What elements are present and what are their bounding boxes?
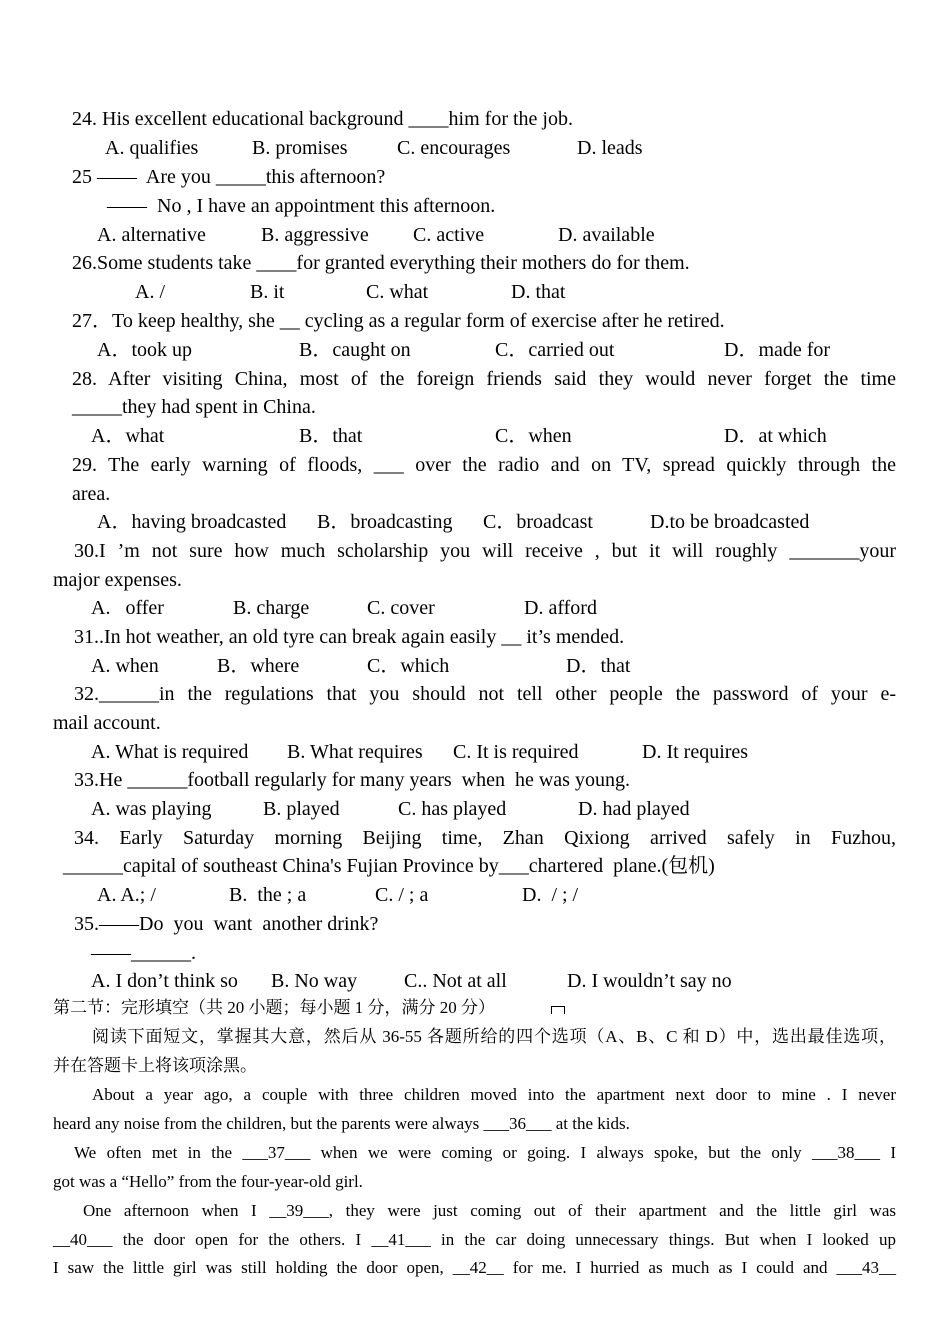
q34-stem-line2: ______capital of southeast China's Fujian Province by___chartered plane.(包机) [63, 855, 715, 877]
q26-stem: 26.Some students take ____for granted everything their mothers do for them. [72, 252, 690, 274]
q31-stem: 31..In hot weather, an old tyre can break again easily __ it’s mended. [74, 626, 625, 648]
q24-option-a: A. qualifies [105, 137, 199, 159]
q30-option-d: D. afford [524, 597, 597, 619]
q33-option-a: A. was playing [91, 798, 212, 820]
q26-option-d: D. that [511, 281, 566, 303]
q28-option-d: D．at which [724, 425, 827, 447]
q34-option-a: A. A.; / [97, 884, 156, 906]
q29-stem-line2: area. [72, 483, 111, 505]
q28-option-a: A．what [91, 425, 165, 447]
q26-option-a: A. / [135, 281, 165, 303]
q29-option-d: D.to be broadcasted [650, 511, 810, 533]
q35-stem: 35.——Do you want another drink? [74, 913, 379, 935]
q34-option-b: B. the ; a [229, 884, 307, 906]
q31-option-d: D．that [566, 655, 631, 677]
q25-option-a: A. alternative [97, 224, 206, 246]
q29-option-a: A．having broadcasted [97, 511, 287, 533]
passage-p3-line1: One afternoon when I __39___, they were just coming out of their apartment and the little girl was [83, 1201, 896, 1220]
q31-option-b: B．where [217, 655, 300, 677]
q27-option-a: A．took up [97, 339, 192, 361]
q32-option-d: D. It requires [642, 741, 749, 763]
q33-option-b: B. played [263, 798, 340, 820]
q33-option-c: C. has played [398, 798, 507, 820]
q32-stem-line1: 32.______in the regulations that you should not tell other people the password of your e- [74, 683, 896, 705]
q34-option-c: C. / ; a [375, 884, 429, 906]
q24-option-b: B. promises [252, 137, 348, 159]
q30-option-b: B. charge [233, 597, 310, 619]
q29-option-b: B．broadcasting [317, 511, 453, 533]
q27-stem: 27．To keep healthy, she __ cycling as a regular form of exercise after he retired. [72, 310, 725, 332]
q35-reply: ——______. [91, 942, 196, 964]
q24-option-c: C. encourages [397, 137, 511, 159]
section2-instruction-line2: 并在答题卡上将该项涂黑。 [53, 1056, 257, 1075]
q27-option-c: C．carried out [495, 339, 615, 361]
q26-option-b: B. it [250, 281, 285, 303]
q28-option-c: C．when [495, 425, 572, 447]
passage-p1-line2: heard any noise from the children, but the parents were always ___36___ at the kids. [53, 1114, 630, 1133]
q30-option-c: C. cover [367, 597, 435, 619]
q30-stem-line1: 30.I ’m not sure how much scholarship you will receive , but it will roughly _______your [74, 540, 896, 562]
section2-instruction-line1: 阅读下面短文，掌握其大意，然后从 36-55 各题所给的四个选项（A、B、C 和 D）中，选出最佳选项， [92, 1027, 896, 1046]
q32-option-a: A. What is required [91, 741, 249, 763]
q29-stem-line1: 29. The early warning of floods, ___ over the radio and on TV, spread quickly through the [72, 454, 896, 476]
anchor-mark [551, 1006, 565, 1014]
passage-p3-line2: __40___ the door open for the others. I __41___ in the car doing unnecessary things. But when I looked up [53, 1230, 896, 1249]
q24-option-d: D. leads [577, 137, 643, 159]
q31-option-c: C．which [367, 655, 450, 677]
q27-option-d: D．made for [724, 339, 831, 361]
q26-option-c: C. what [366, 281, 429, 303]
q25-option-c: C. active [413, 224, 485, 246]
q25-option-b: B. aggressive [261, 224, 369, 246]
q35-option-b: B. No way [271, 970, 358, 992]
q24-stem: 24. His excellent educational background ____him for the job. [72, 108, 573, 130]
section2-heading: 第二节：完形填空（共 20 小题；每小题 1 分，满分 20 分） [53, 998, 495, 1017]
q30-option-a: A. offer [91, 597, 164, 619]
q29-option-c: C．broadcast [483, 511, 593, 533]
q34-option-d: D. / ; / [522, 884, 579, 906]
passage-p2-line1: We often met in the ___37___ when we were coming or going. I always spoke, but the only ___38___ I [74, 1143, 896, 1162]
q25-reply: —— No , I have an appointment this afternoon. [107, 195, 496, 217]
q28-stem-line2: _____they had spent in China. [72, 396, 316, 418]
q35-option-c: C.. Not at all [404, 970, 507, 992]
q30-stem-line2: major expenses. [53, 569, 182, 591]
q25-stem: 25 —— Are you _____this afternoon? [72, 166, 386, 188]
q33-stem: 33.He ______football regularly for many years when he was young. [74, 769, 630, 791]
q35-option-d: D. I wouldn’t say no [567, 970, 732, 992]
q32-stem-line2: mail account. [53, 712, 161, 734]
passage-p1-line1: About a year ago, a couple with three children moved into the apartment next door to mine . I never [92, 1085, 896, 1104]
q35-option-a: A. I don’t think so [91, 970, 238, 992]
q33-option-d: D. had played [578, 798, 690, 820]
passage-p2-line2: got was a “Hello” from the four-year-old girl. [53, 1172, 363, 1191]
q31-option-a: A. when [91, 655, 159, 677]
q32-option-c: C. It is required [453, 741, 579, 763]
q25-option-d: D. available [558, 224, 655, 246]
passage-p3-line3: I saw the little girl was still holding the door open, __42__ for me. I hurried as much as I could and ___43__ [53, 1258, 896, 1277]
q34-stem-line1: 34. Early Saturday morning Beijing time, Zhan Qixiong arrived safely in Fuzhou, [74, 827, 896, 849]
q28-stem-line1: 28. After visiting China, most of the foreign friends said they would never forget the time [72, 368, 896, 390]
q27-option-b: B．caught on [299, 339, 411, 361]
q28-option-b: B．that [299, 425, 363, 447]
q32-option-b: B. What requires [287, 741, 423, 763]
